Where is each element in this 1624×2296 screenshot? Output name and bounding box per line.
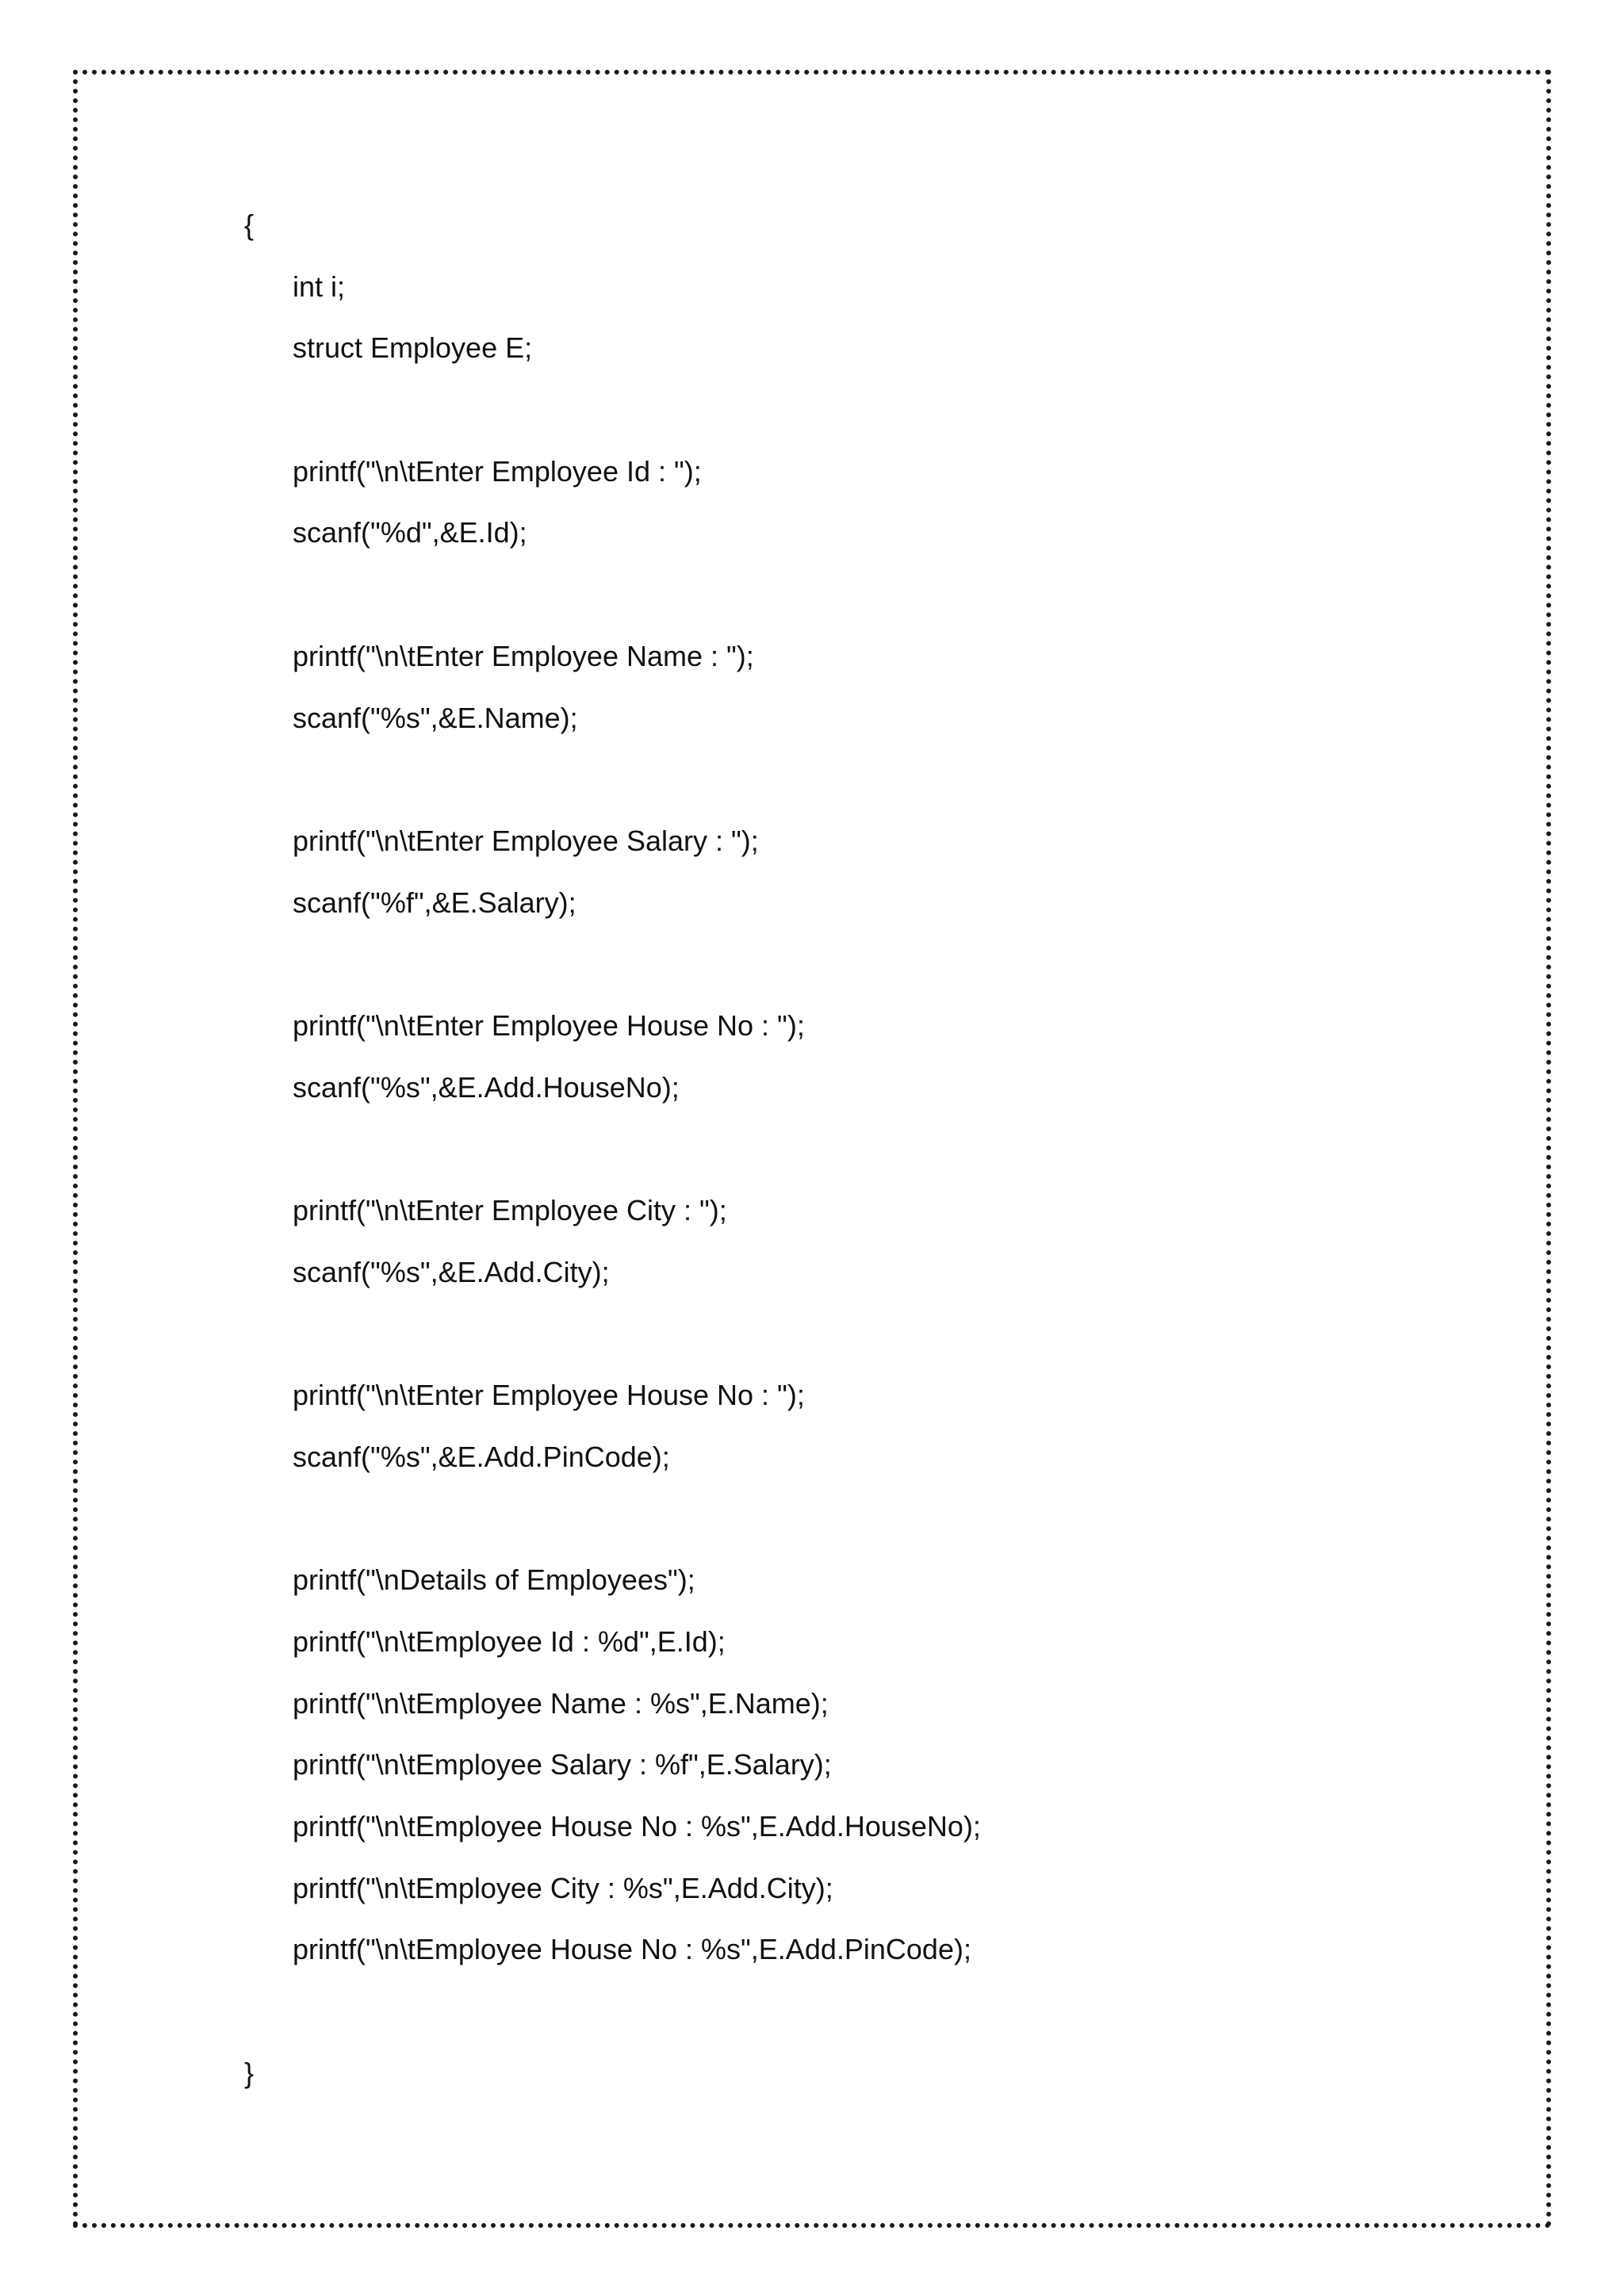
- code-line-scan-id: scanf("%d",&E.Id);: [293, 516, 527, 549]
- code-block: [244, 194, 981, 2103]
- code-line-blank: [244, 748, 981, 810]
- code-line-prompt-id: printf("\n\tEnter Employee Id : ");: [293, 454, 702, 488]
- code-line-scan-pincode: scanf("%s",&E.Add.PinCode);: [293, 1440, 670, 1473]
- code-line-blank: [244, 1118, 981, 1180]
- code-line-details-heading: printf("\nDetails of Employees");: [293, 1563, 695, 1597]
- code-line-print-pincode: printf("\n\tEmployee House No : %s",E.Add.PinCode);: [293, 1933, 971, 1966]
- code-line-blank: [244, 564, 981, 626]
- code-line-scan-city: scanf("%s",&E.Add.City);: [293, 1255, 610, 1288]
- code-line-prompt-city: printf("\n\tEnter Employee City : ");: [293, 1194, 727, 1226]
- code-line-scan-salary: scanf("%f",&E.Salary);: [293, 886, 576, 919]
- code-line-blank: [244, 1980, 981, 2042]
- code-line-blank: [244, 379, 981, 441]
- code-line-prompt-pincode: printf("\n\tEnter Employee House No : ");: [293, 1379, 805, 1412]
- code-line-print-name: printf("\n\tEmployee Name : %s",E.Name);: [293, 1686, 829, 1720]
- code-line-blank: [244, 1303, 981, 1364]
- code-line-open-brace: {: [244, 209, 255, 241]
- code-line-print-house-no: printf("\n\tEmployee House No : %s",E.Add.HouseNo);: [293, 1809, 981, 1843]
- code-line-prompt-salary: printf("\n\tEnter Employee Salary : ");: [293, 824, 759, 857]
- code-line-declare-employee: struct Employee E;: [293, 331, 533, 365]
- code-line-scan-house-no: scanf("%s",&E.Add.HouseNo);: [293, 1070, 680, 1104]
- code-line-scan-name: scanf("%s",&E.Name);: [293, 701, 578, 734]
- code-line-prompt-house-no: printf("\n\tEnter Employee House No : ");: [293, 1008, 805, 1042]
- code-line-print-salary: printf("\n\tEmployee Salary : %f",E.Salary);: [293, 1748, 832, 1781]
- code-line-blank: [244, 1487, 981, 1549]
- code-line-print-city: printf("\n\tEmployee City : %s",E.Add.City);: [293, 1871, 833, 1904]
- code-line-blank: [244, 933, 981, 995]
- code-line-close-brace: }: [244, 2056, 255, 2089]
- code-line-declare-i: int i;: [293, 270, 346, 303]
- code-line-print-id: printf("\n\tEmployee Id : %d",E.Id);: [293, 1624, 726, 1658]
- code-line-prompt-name: printf("\n\tEnter Employee Name : ");: [293, 639, 754, 672]
